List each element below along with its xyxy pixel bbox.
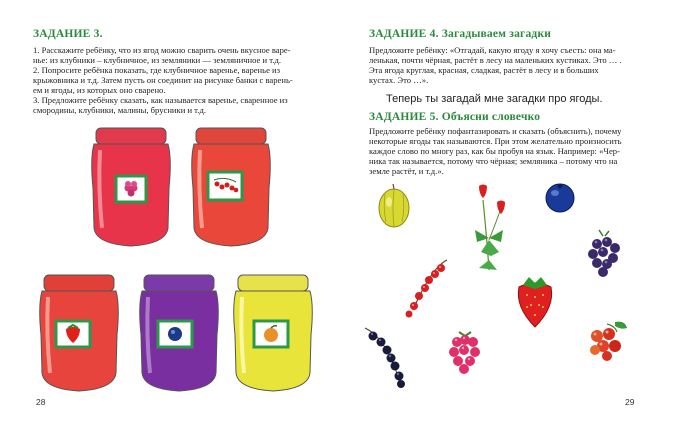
task3-line: нье: из клубники – клубничное, из земляники — земляничное и т.д.: [33, 55, 282, 65]
task4-line: ленькая, почти чёрная, растёт в лесу на маленьких кустиках. Это … .: [369, 55, 622, 65]
task3-heading: ЗАДАНИЕ 3.: [33, 28, 103, 40]
blueberry-icon: [168, 327, 182, 341]
task5-line: некоторые ягоды так называются. При этом желательно произносить: [369, 136, 622, 146]
task3-line: 3. Предложите ребёнку сказать, как называется варенье, сваренное из: [33, 95, 288, 105]
redcurrant-icon: [401, 258, 451, 320]
task4-line: Предложите ребёнку: «Отгадай, какую ягоду я хочу съесть: она ма-: [369, 45, 616, 55]
task3-line: 2. Попросите ребёнка показать, где клубничное варенье, варенье из: [33, 65, 281, 75]
task3-text: [33, 45, 293, 115]
raspberry-jar: [90, 128, 172, 248]
task5-heading: ЗАДАНИЕ 5. Объясни словечко: [369, 111, 541, 123]
task4-line: Эта ягода круглая, красная, сладкая, растёт в лесу и в больших: [369, 65, 599, 75]
task5-line: земле растёт, и т.д.».: [369, 166, 444, 176]
task3-line: смородины, клубники, малины, брусники и т.д.: [33, 105, 206, 115]
page-number-left: 28: [36, 397, 46, 407]
task5-line: ника так называется, потому что чёрная; земляника – потому что на: [369, 156, 618, 166]
task3-line: крыжовника и т.д. Затем пусть он соединит на рисунке банки с варень-: [33, 75, 293, 85]
gooseberry-jar: [232, 275, 314, 393]
blackcurrant-icon: [361, 324, 415, 390]
rowan-icon: [585, 318, 629, 364]
task4-text: [369, 45, 622, 85]
blackberry-icon: [585, 230, 625, 280]
task4-line: кустах. Это …».: [369, 75, 429, 85]
gooseberry-icon: [375, 182, 415, 232]
blueberry-icon: [544, 182, 576, 214]
blueberry-jar: [138, 275, 220, 393]
redcurrant-jar: [190, 128, 272, 248]
task5-line: каждое слово по многу раз, как бы пробуя на язык. Например: «Чер-: [369, 146, 620, 156]
task4-prompt: Теперь ты загадай мне загадки про ягоды.: [386, 93, 603, 105]
page-number-right: 29: [625, 397, 635, 407]
task3-line: ем и ягоды, из которых оно сварено.: [33, 85, 166, 95]
task4-heading: ЗАДАНИЕ 4. Загадываем загадки: [369, 28, 552, 40]
task3-line: 1. Расскажите ребёнку, что из ягод можно сварить очень вкусное варе-: [33, 45, 291, 55]
strawberry-jar: [38, 275, 120, 393]
raspberry-icon: [445, 328, 485, 376]
right-page: [337, 0, 674, 429]
strawberry-icon: [513, 275, 557, 329]
wild-strawberry-icon: [467, 180, 513, 276]
task5-text: [369, 126, 622, 176]
task5-line: Предложите ребёнку пофантазировать и сказать (объяснить), почему: [369, 126, 622, 136]
